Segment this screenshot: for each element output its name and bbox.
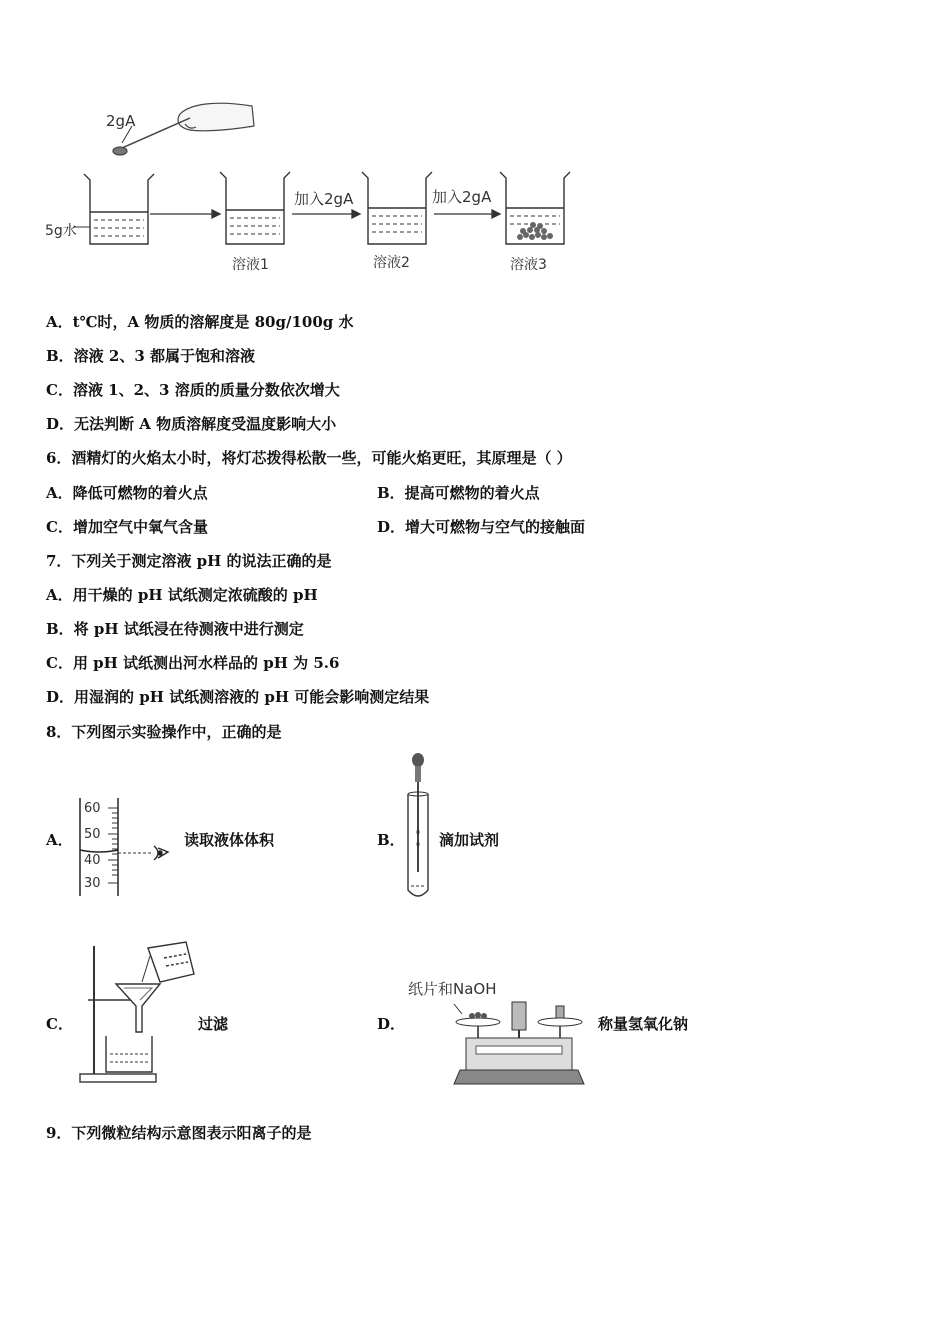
q5-option-d: D．无法判断 A 物质溶解度受温度影响大小 [46, 415, 337, 433]
q8-option-c-letter: C． [46, 1015, 73, 1033]
q6-stem: 6．酒精灯的火焰太小时，将灯芯拨得松散一些，可能火焰更旺，其原理是（ ） [46, 449, 572, 467]
arrow3-label: 加入2gA [432, 188, 492, 206]
q5-option-a: A．t℃时，A 物质的溶解度是 80g/100g 水 [46, 313, 354, 331]
beaker-3-icon [362, 172, 432, 244]
q8-option-b-figure [402, 752, 438, 902]
balance-scale-icon [448, 994, 590, 1086]
scale-50: 50 [84, 827, 101, 842]
solution1-label: 溶液1 [232, 257, 269, 273]
balance-figure-label: 纸片和NaOH [408, 980, 497, 998]
arrow2-label: 加入2gA [294, 190, 354, 208]
arrow-3 [434, 210, 500, 218]
q7-option-b: B．将 pH 试纸浸在待测液中进行测定 [46, 620, 304, 638]
graduated-cylinder-icon [72, 796, 182, 898]
beaker-2-icon [220, 172, 290, 244]
arrow-2 [292, 210, 360, 218]
scale-30: 30 [84, 876, 101, 891]
q8-option-a-figure [72, 796, 182, 898]
spoon-label: 2gA [106, 112, 136, 130]
dissolution-figure [40, 96, 580, 281]
precipitate-icon [517, 222, 553, 240]
q8-option-c-figure [76, 938, 198, 1086]
scale-40: 40 [84, 853, 101, 868]
pouring-beaker-icon [148, 942, 194, 982]
q8-option-d-caption: 称量氢氧化钠 [598, 1015, 689, 1033]
q6-option-d: D．增大可燃物与空气的接触面 [377, 518, 586, 536]
q8-option-c-caption: 过滤 [198, 1015, 229, 1033]
q8-option-b-caption: 滴加试剂 [439, 831, 500, 849]
q7-stem: 7．下列关于测定溶液 pH 的说法正确的是 [46, 552, 332, 570]
eye-icon [154, 846, 168, 860]
solution3-label: 溶液3 [510, 257, 547, 273]
arrow-1 [150, 210, 220, 218]
q5-option-c: C．溶液 1、2、3 溶质的质量分数依次增大 [46, 381, 340, 399]
water-label: 5g水 [45, 223, 77, 239]
q7-option-c: C．用 pH 试纸测出河水样品的 pH 为 5.6 [46, 654, 340, 672]
q6-option-b: B．提高可燃物的着火点 [377, 484, 540, 502]
q8-option-d-figure [448, 994, 590, 1086]
filtration-apparatus-icon [76, 938, 198, 1086]
q8-stem: 8．下列图示实验操作中，正确的是 [46, 723, 282, 741]
scale-60: 60 [84, 801, 101, 816]
beaker-1-icon [84, 174, 154, 244]
dropper-test-tube-icon [402, 752, 438, 902]
beaker-4-icon [500, 172, 570, 244]
solution2-label: 溶液2 [373, 255, 410, 271]
q8-option-b-letter: B． [377, 831, 405, 849]
q8-option-a-caption: 读取液体体积 [184, 831, 275, 849]
q8-option-d-letter: D． [377, 1015, 406, 1033]
q9-stem: 9．下列微粒结构示意图表示阳离子的是 [46, 1124, 312, 1142]
q6-option-a: A．降低可燃物的着火点 [46, 484, 208, 502]
q8-option-a-letter: A． [46, 831, 73, 849]
q7-option-d: D．用湿润的 pH 试纸测溶液的 pH 可能会影响测定结果 [46, 688, 430, 706]
q7-option-a: A．用干燥的 pH 试纸测定浓硫酸的 pH [46, 586, 318, 604]
q5-option-b: B．溶液 2、3 都属于饱和溶液 [46, 347, 255, 365]
q6-option-c: C．增加空气中氧气含量 [46, 518, 208, 536]
